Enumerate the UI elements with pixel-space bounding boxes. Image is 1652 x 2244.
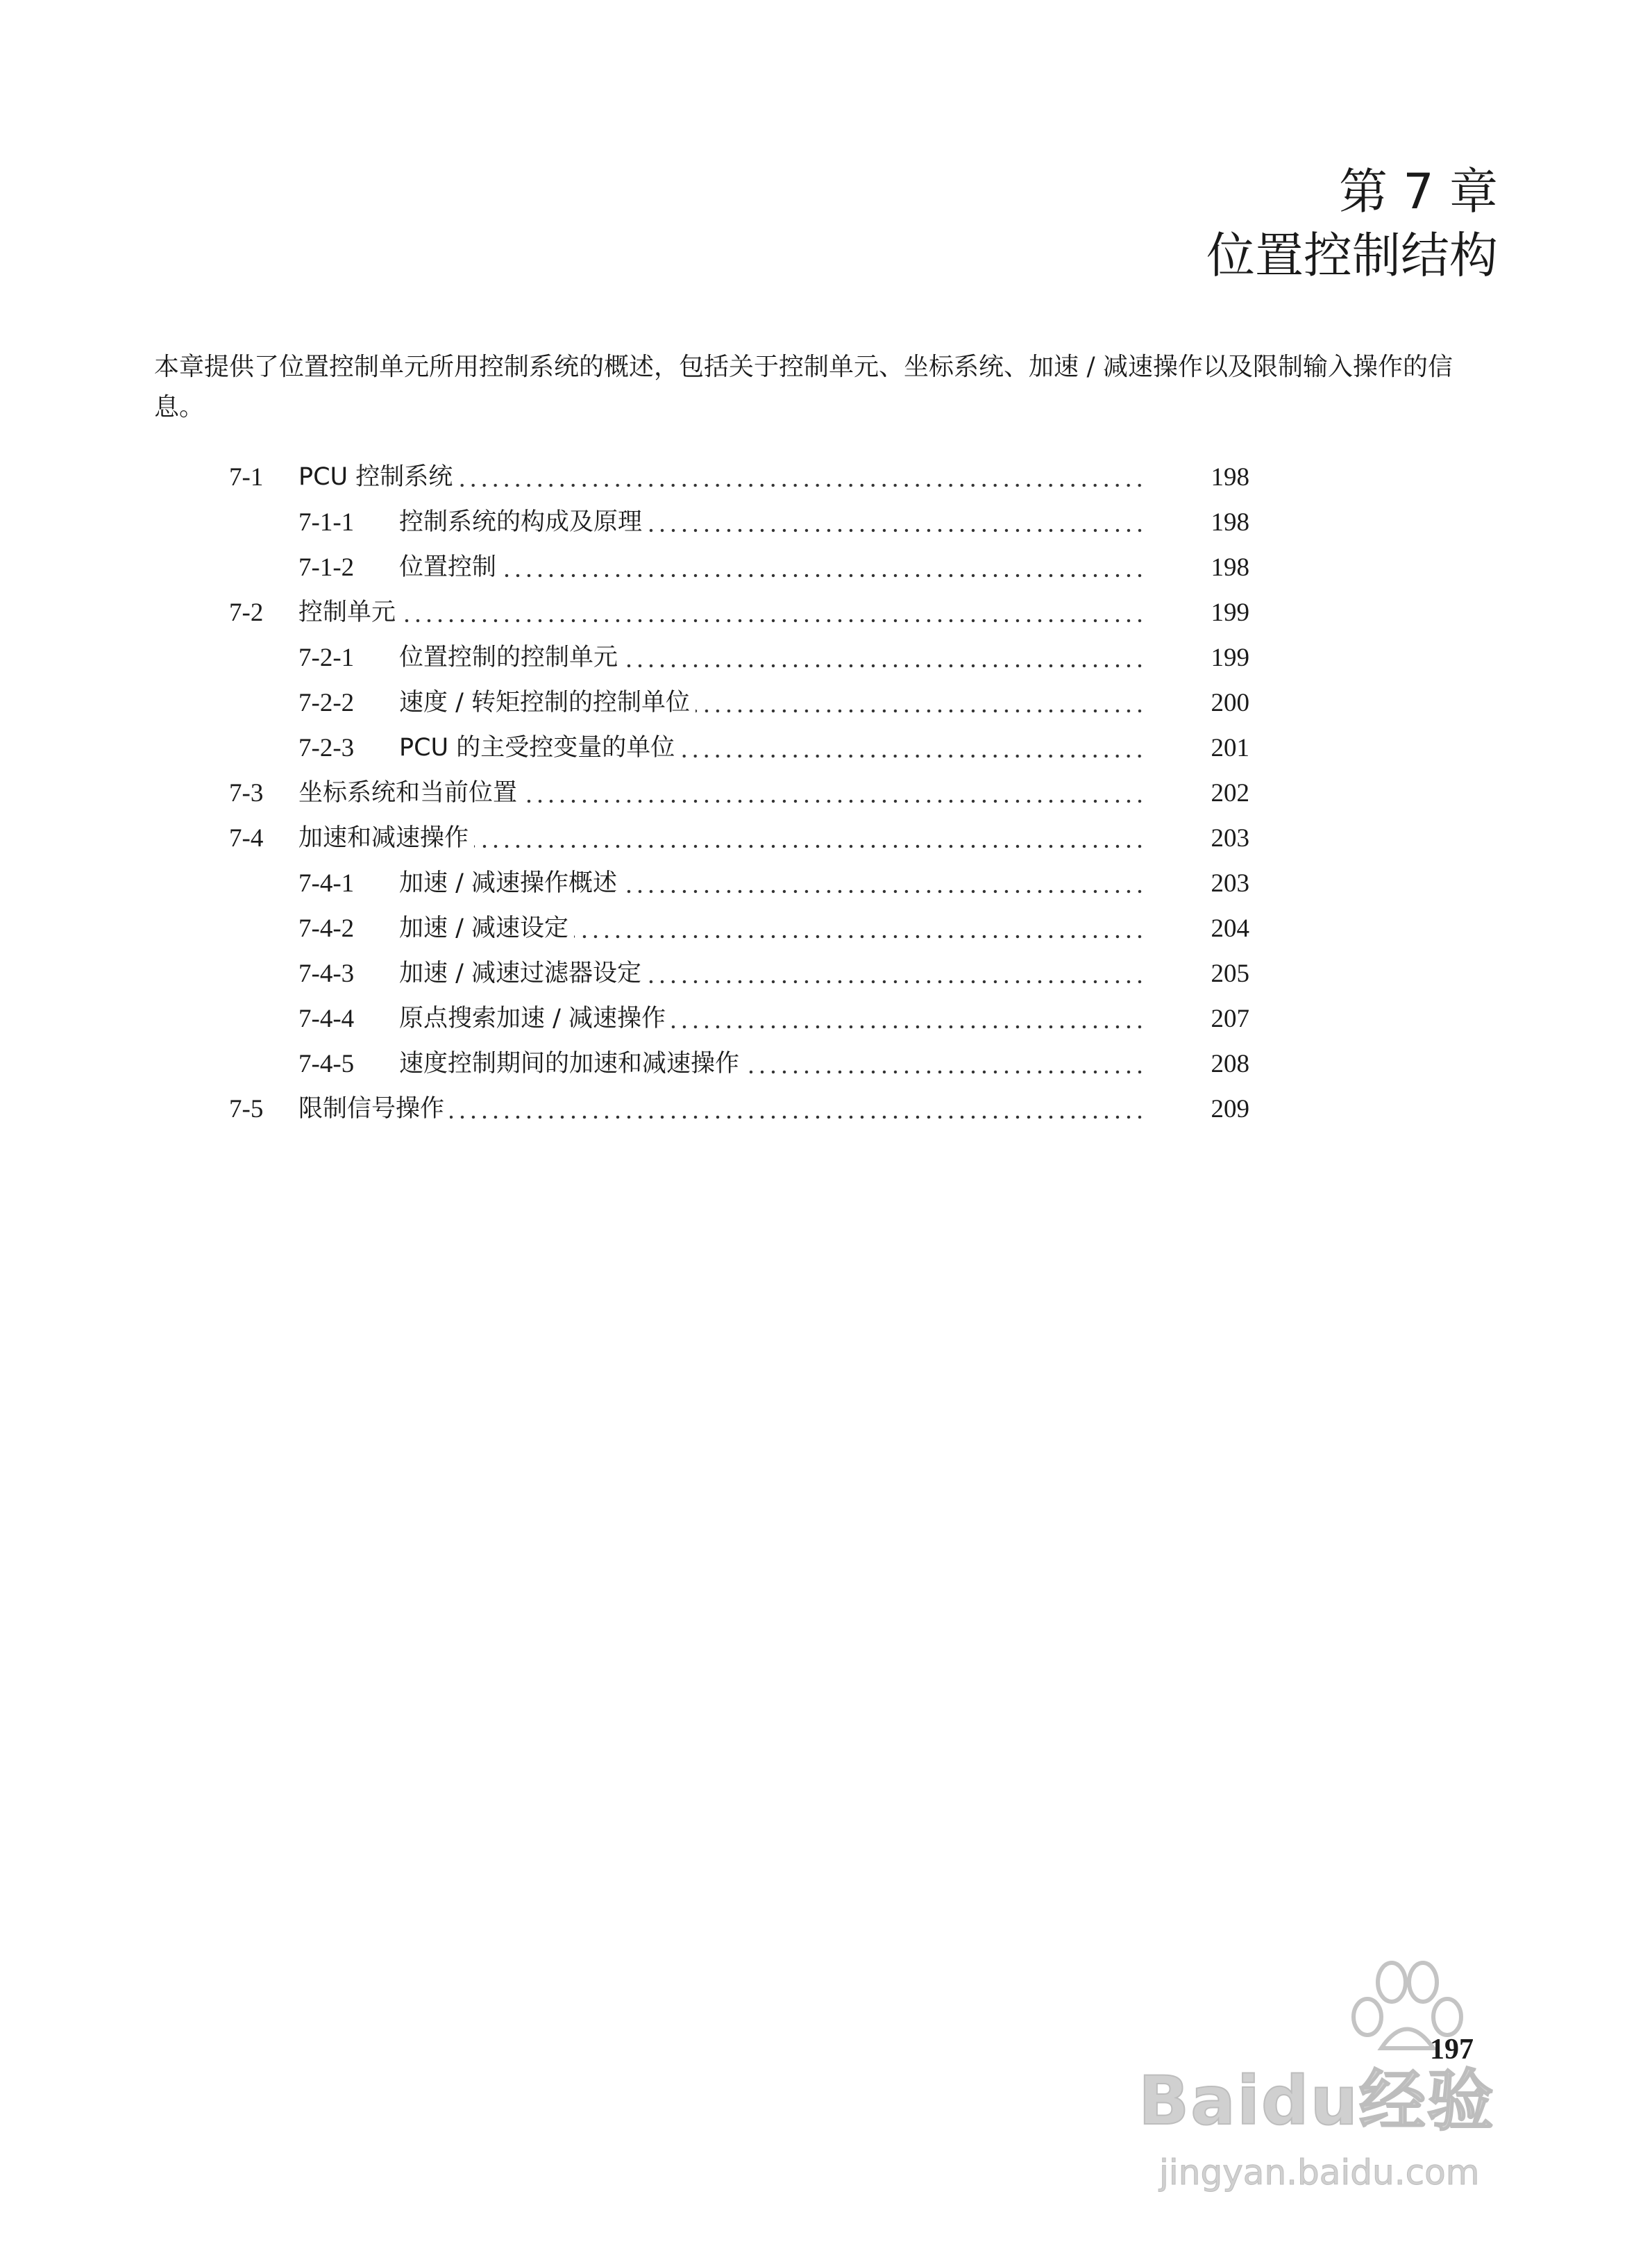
toc-entry-page: 198: [1211, 463, 1249, 492]
toc-entry-number: 7-2: [229, 598, 264, 627]
toc-entry-page: 199: [1211, 644, 1249, 672]
toc-entry[interactable]: [229, 771, 1249, 816]
toc-entry-number: 7-1: [229, 463, 264, 492]
toc-entry-number: 7-4-2: [298, 914, 355, 943]
toc-entry-number: 7-2-2: [298, 689, 355, 717]
toc-entry[interactable]: [229, 545, 1249, 590]
toc-entry-number: 7-2-1: [298, 644, 355, 672]
toc-entry-page: 202: [1211, 779, 1249, 807]
toc-entry-page: 198: [1211, 553, 1249, 582]
toc-entry-title: 控制系统的构成及原理: [399, 508, 643, 536]
dot-leader: [474, 816, 1145, 861]
chapter-intro: 本章提供了位置控制单元所用控制系统的概述，包括关于控制单元、坐标系统、加速 / 减速操作以及限制输入操作的信息。: [154, 353, 1453, 421]
toc-entry[interactable]: [229, 680, 1249, 726]
toc-entry-page: 209: [1211, 1095, 1249, 1123]
toc-entry-title: 加速和减速操作: [298, 824, 469, 852]
dot-leader: [648, 500, 1145, 545]
page-number: 197: [1430, 2034, 1474, 2066]
toc-entry-number: 7-5: [229, 1095, 264, 1123]
toc-entry-page: 203: [1211, 824, 1249, 853]
toc-entry-title: 坐标系统和当前位置: [298, 779, 518, 807]
dot-leader: [680, 726, 1145, 771]
toc-entry[interactable]: [229, 1087, 1249, 1132]
toc-entry-number: 7-3: [229, 779, 264, 807]
dot-leader: [671, 996, 1145, 1041]
toc-entry-page: 200: [1211, 689, 1249, 717]
toc-entry-number: 7-1-1: [298, 508, 355, 537]
toc-entry[interactable]: [229, 1041, 1249, 1087]
toc-entry-number: 7-4: [229, 824, 264, 853]
toc-entry-page: 198: [1211, 508, 1249, 537]
toc-entry-title: PCU 控制系统: [298, 463, 453, 491]
dot-leader: [647, 951, 1145, 996]
toc-entry-title: 限制信号操作: [298, 1095, 445, 1123]
toc-entry[interactable]: [229, 996, 1249, 1041]
toc-entry-title: 原点搜索加速 / 减速操作: [399, 1005, 666, 1032]
toc-entry-number: 7-4-4: [298, 1005, 355, 1033]
toc-entry-number: 7-4-5: [298, 1050, 355, 1078]
toc-entry-title: 位置控制的控制单元: [399, 644, 618, 671]
table-of-contents: [229, 455, 1249, 1132]
toc-entry[interactable]: [229, 500, 1249, 545]
toc-entry-title: 加速 / 减速操作概述: [399, 869, 618, 897]
dot-leader: [623, 861, 1145, 906]
toc-entry-title: 速度 / 转矩控制的控制单位: [399, 689, 691, 717]
dot-leader: [574, 906, 1145, 951]
toc-entry-page: 201: [1211, 734, 1249, 762]
dot-leader: [502, 545, 1145, 590]
watermark-url: jingyan.baidu.com: [1159, 2152, 1480, 2193]
dot-leader: [623, 635, 1145, 680]
dot-leader: [450, 1087, 1145, 1132]
toc-entry-page: 203: [1211, 869, 1249, 898]
toc-entry-page: 204: [1211, 914, 1249, 943]
toc-entry-title: 加速 / 减速过滤器设定: [399, 960, 642, 987]
dot-leader: [745, 1041, 1145, 1087]
toc-entry[interactable]: [229, 455, 1249, 500]
chapter-heading: [1206, 160, 1498, 287]
toc-entry-page: 205: [1211, 960, 1249, 988]
dot-leader: [523, 771, 1145, 816]
toc-entry-title: 加速 / 减速设定: [399, 914, 569, 942]
toc-entry-title: 控制单元: [298, 598, 396, 626]
toc-entry-number: 7-4-1: [298, 869, 355, 898]
toc-entry-page: 208: [1211, 1050, 1249, 1078]
toc-entry-number: 7-2-3: [298, 734, 355, 762]
dot-leader: [458, 455, 1145, 500]
dot-leader: [401, 590, 1145, 635]
toc-entry-title: 速度控制期间的加速和减速操作: [399, 1050, 740, 1078]
toc-entry-number: 7-4-3: [298, 960, 355, 988]
toc-entry[interactable]: [229, 635, 1249, 680]
toc-entry[interactable]: [229, 816, 1249, 861]
toc-entry-page: 199: [1211, 598, 1249, 627]
toc-entry[interactable]: [229, 590, 1249, 635]
toc-entry[interactable]: [229, 861, 1249, 906]
toc-entry-page: 207: [1211, 1005, 1249, 1033]
chapter-title: 位置控制结构: [1206, 227, 1498, 284]
baidu-jingyan-watermark: [1138, 1951, 1541, 2201]
dot-leader: [696, 680, 1145, 726]
toc-entry-title: PCU 的主受控变量的单位: [399, 734, 675, 762]
toc-entry-title: 位置控制: [399, 553, 497, 581]
toc-entry[interactable]: [229, 951, 1249, 996]
toc-entry-number: 7-1-2: [298, 553, 355, 582]
toc-entry[interactable]: [229, 726, 1249, 771]
watermark-logo: Baidu经验: [1138, 2062, 1495, 2140]
chapter-label: 第 7 章: [1338, 163, 1498, 220]
toc-entry[interactable]: [229, 906, 1249, 951]
